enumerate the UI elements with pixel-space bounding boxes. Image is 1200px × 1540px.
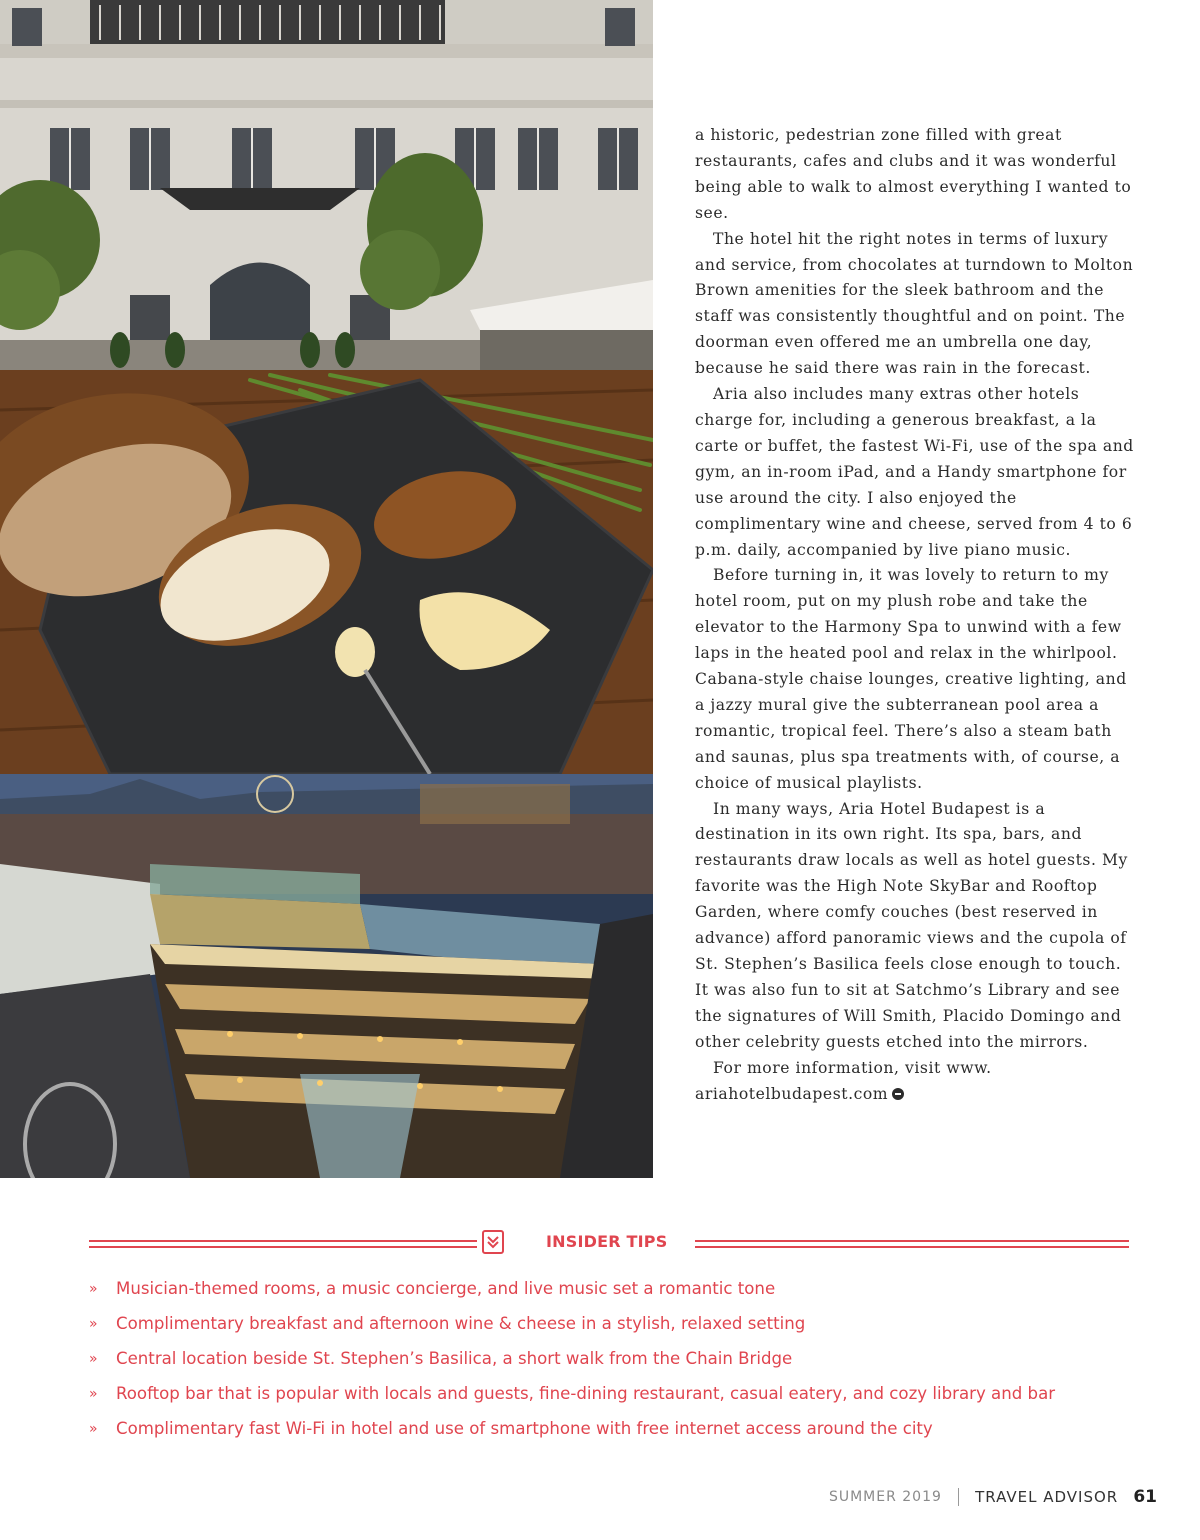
tip-text: Central location beside St. Stephen’s Basilica, a short walk from the Chain Bridge: [116, 1349, 793, 1368]
tip-text: Musician-themed rooms, a music concierge, and live music set a romantic tone: [116, 1279, 776, 1298]
bullet-icon: »: [89, 1421, 98, 1437]
bullet-icon: »: [89, 1386, 98, 1402]
hotel-facade-photo: [0, 0, 653, 370]
tip-item: [89, 1381, 1149, 1416]
divider: [89, 1240, 477, 1242]
tip-item: [89, 1416, 1149, 1451]
bullet-icon: »: [89, 1316, 98, 1332]
article-body: [695, 123, 1135, 1107]
insider-tips-header: [89, 1228, 1129, 1260]
divider: [695, 1246, 1129, 1248]
divider: [89, 1246, 477, 1248]
rooftop-atrium-photo: [0, 774, 653, 1178]
tip-item: [89, 1346, 1149, 1381]
chevron-down-icon: [482, 1230, 504, 1254]
tip-item: [89, 1311, 1149, 1346]
insider-tips-list: [89, 1276, 1149, 1451]
bullet-icon: »: [89, 1351, 98, 1367]
article-paragraph-text: For more information, visit www. ariahotelbudapest.com: [695, 1058, 992, 1103]
magazine-name: TRAVEL ADVISOR: [975, 1487, 1119, 1506]
bread-butter-photo: [0, 370, 653, 774]
article-paragraph: Aria also includes many extras other hotels charge for, including a generous breakfast, a la carte or buffet, the fastest Wi-Fi, use of the spa and gym, an in-room iPad, and a Handy smartphone for use around the city. I also enjoyed the complimentary wine and cheese, served from 4 to 6 p.m. daily, accompanied by live piano music.: [695, 385, 1134, 559]
tip-text: Complimentary fast Wi-Fi in hotel and use of smartphone with free internet access around the city: [116, 1419, 933, 1438]
article-paragraph: Before turning in, it was lovely to return to my hotel room, put on my plush robe and take the elevator to the Harmony Spa to unwind with a few laps in the heated pool and relax in the whirlpool. Cabana-style chaise lounges, creative lighting, and a jazzy mural give the subterranean pool area a romantic, tropical feel. There’s also a steam bath and saunas, plus spa treatments with, of course, a choice of musical playlists.: [695, 566, 1127, 792]
page-number: 61: [1133, 1486, 1157, 1507]
article-paragraph: The hotel hit the right notes in terms of luxury and service, from chocolates at turndown to Molton Brown amenities for the sleek bathroom and the staff was consistently thoughtful and on point. The doorman even offered me an umbrella one day, because he said there was rain in the forecast.: [695, 229, 1134, 378]
insider-tips-title: INSIDER TIPS: [546, 1232, 668, 1251]
divider: [695, 1240, 1129, 1242]
tip-item: [89, 1276, 1149, 1311]
article-paragraph: In many ways, Aria Hotel Budapest is a destination in its own right. Its spa, bars, and restaurants draw locals as well as hotel guests. My favorite was the High Note SkyBar and Rooftop Garden, where comfy couches (best reserved in advance) afford panoramic views and the cupola of St. Stephen’s Basilica feels close enough to touch. It was also fun to sit at Satchmo’s Library and see the signatures of Will Smith, Placido Domingo and other celebrity guests etched into the mirrors.: [695, 799, 1128, 1051]
tip-text: Complimentary breakfast and afternoon wine & cheese in a stylish, relaxed setting: [116, 1314, 806, 1333]
end-mark-icon: [892, 1088, 904, 1100]
tip-text: Rooftop bar that is popular with locals and guests, fine-dining restaurant, casual eatery, and cozy library and bar: [116, 1384, 1056, 1403]
photo-column: [0, 0, 653, 1178]
bullet-icon: »: [89, 1281, 98, 1297]
article-closing-paragraph: [695, 1056, 1135, 1108]
footer-divider: [958, 1488, 959, 1506]
article-paragraph: a historic, pedestrian zone filled with great restaurants, cafes and clubs and it was wonderful being able to walk to almost everything I wanted to see.: [695, 126, 1132, 222]
issue-label: SUMMER 2019: [828, 1488, 942, 1505]
page-footer: [829, 1486, 1157, 1508]
